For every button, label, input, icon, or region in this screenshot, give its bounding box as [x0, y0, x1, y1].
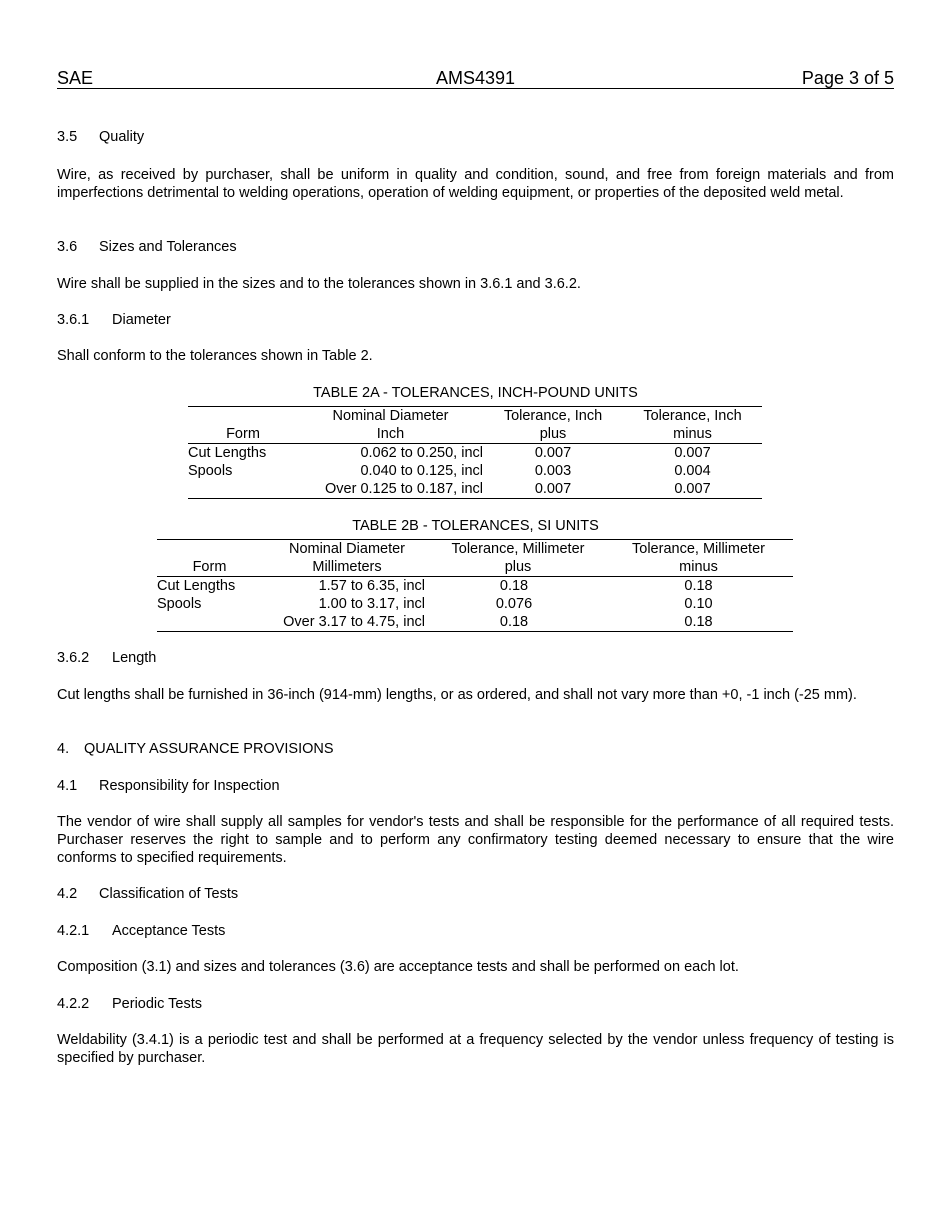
header-page-number: Page 3 of 5: [801, 68, 894, 88]
table-cell: 0.10: [684, 596, 713, 612]
table-cell: Cut Lengths: [157, 578, 236, 594]
table-cell: [188, 480, 298, 499]
section-title: Periodic Tests: [112, 996, 202, 1012]
section-number: 3.5: [57, 129, 78, 145]
table-header-cell: plus: [483, 425, 623, 444]
section-number: 3.6.2: [57, 650, 90, 666]
section-number: 4.2.2: [57, 996, 90, 1012]
section-title: Length: [112, 650, 157, 666]
table-2b: [157, 539, 793, 632]
table-row: [157, 595, 793, 613]
section-body-4-2-1: Composition (3.1) and sizes and tolerances (3.6) are acceptance tests and shall be performed on each lot.: [57, 959, 739, 975]
table-cell: 0.076: [495, 596, 533, 612]
section-number: 4.2: [57, 886, 78, 902]
section-heading-4-1: [57, 777, 894, 795]
table-header-cell: Tolerance, Millimeter: [604, 540, 793, 559]
table-cell: 0.18: [499, 578, 529, 594]
section-number: 4.1: [57, 778, 78, 794]
section-number: 4.2.1: [57, 923, 90, 939]
table-header-cell: Tolerance, Millimeter: [432, 540, 604, 559]
section-title: Responsibility for Inspection: [99, 778, 280, 794]
table-header-cell: Tolerance, Inch: [483, 407, 623, 426]
table-header-cell: Nominal Diameter: [298, 407, 483, 426]
section-number: 3.6: [57, 239, 78, 255]
table-row: [157, 613, 793, 632]
table-cell: Over 0.125 to 0.187, incl: [298, 480, 483, 499]
section-heading-3-6-2: [57, 649, 894, 667]
header-doc-number: AMS4391: [435, 68, 516, 88]
table-cell: Spools: [157, 596, 202, 612]
table-cell: Spools: [188, 463, 233, 479]
section-heading-3-6-1: [57, 311, 894, 329]
section-title: Quality: [99, 129, 145, 145]
table-row: [188, 462, 762, 480]
table-cell: 0.18: [432, 613, 604, 632]
section-heading-3-5: [57, 128, 894, 146]
table-cell: 0.18: [604, 613, 793, 632]
table-cell: Over 3.17 to 4.75, incl: [262, 613, 432, 632]
section-title: Diameter: [112, 312, 171, 328]
table-cell: 0.003: [534, 463, 572, 479]
table-header-cell: Form: [188, 425, 298, 444]
header-org: SAE: [57, 68, 94, 88]
table-header-cell: plus: [432, 558, 604, 577]
section-body-3-6-1: Shall conform to the tolerances shown in Table 2.: [57, 348, 373, 364]
table-cell: 0.007: [483, 480, 623, 499]
section-number: 4.: [57, 741, 70, 757]
section-body-3-5: Wire, as received by purchaser, shall be uniform in quality and condition, sound, and free from foreign materials and from imperfections detrimental to welding operations, operation of welding equipment, or properties of the deposited weld metal.: [57, 167, 894, 201]
section-number: 3.6.1: [57, 312, 90, 328]
table-cell: 1.57 to 6.35, incl: [318, 578, 425, 594]
section-body-4-2-2: Weldability (3.4.1) is a periodic test and shall be performed at a frequency selected by the vendor unless frequency of testing is specified by purchaser.: [57, 1032, 894, 1066]
section-heading-4: [57, 740, 894, 758]
table-header-cell: Inch: [298, 425, 483, 444]
table-cell: 0.062 to 0.250, incl: [360, 445, 483, 461]
table-cell: 0.007: [534, 445, 572, 461]
table-header-cell: minus: [604, 558, 793, 577]
section-body-4-1: The vendor of wire shall supply all samples for vendor's tests and shall be responsible for the performance of all required tests. Purchaser reserves the right to sample and to perform any confirmatory testing deemed necessary to ensure that the wire conforms to specified requirements.: [57, 814, 894, 866]
table-header-cell: minus: [623, 425, 762, 444]
section-heading-3-6: [57, 238, 894, 256]
table-2a-caption: TABLE 2A - TOLERANCES, INCH-POUND UNITS: [313, 385, 638, 401]
table-cell: [157, 613, 262, 632]
table-header-cell: Tolerance, Inch: [623, 407, 762, 426]
page-header: [57, 68, 894, 89]
table-cell: 0.004: [674, 463, 711, 479]
table-header-cell: [157, 540, 262, 559]
section-title: Classification of Tests: [99, 886, 239, 902]
section-title: QUALITY ASSURANCE PROVISIONS: [84, 741, 334, 757]
section-heading-4-2: [57, 885, 894, 903]
table-header-cell: [188, 407, 298, 426]
section-title: Acceptance Tests: [112, 923, 226, 939]
section-body-3-6-2: Cut lengths shall be furnished in 36-inch (914-mm) lengths, or as ordered, and shall not vary more than +0, -1 inch (-25 mm).: [57, 687, 857, 703]
table-cell: 1.00 to 3.17, incl: [318, 596, 425, 612]
table-cell: 0.18: [684, 578, 713, 594]
section-heading-4-2-2: [57, 995, 894, 1013]
table-row: [188, 444, 762, 463]
table-row: [157, 577, 793, 596]
section-heading-4-2-1: [57, 922, 894, 940]
table-cell: 0.007: [623, 480, 762, 499]
table-cell: 0.007: [674, 445, 711, 461]
table-header-cell: Nominal Diameter: [262, 540, 432, 559]
table-cell: Cut Lengths: [188, 445, 267, 461]
table-header-cell: Millimeters: [262, 558, 432, 577]
table-cell: 0.040 to 0.125, incl: [360, 463, 483, 479]
table-2a: [188, 406, 762, 499]
table-header-cell: Form: [157, 558, 262, 577]
section-title: Sizes and Tolerances: [99, 239, 237, 255]
table-2b-caption: TABLE 2B - TOLERANCES, SI UNITS: [352, 518, 599, 534]
table-row: [188, 480, 762, 499]
section-body-3-6: Wire shall be supplied in the sizes and to the tolerances shown in 3.6.1 and 3.6.2.: [57, 276, 581, 292]
